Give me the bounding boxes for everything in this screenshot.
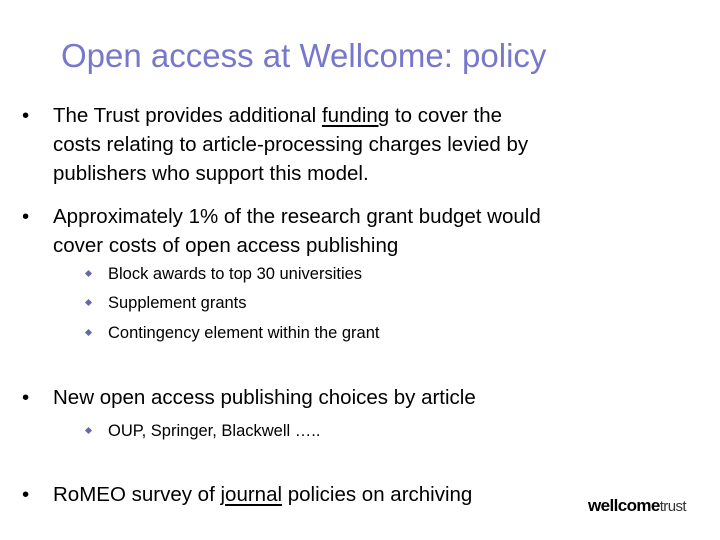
sub-bullet-text: Block awards to top 30 universities bbox=[108, 265, 363, 283]
bullet-line: RoMEO survey of journal policies on archiving bbox=[53, 483, 473, 506]
underlined-word-journal: journal bbox=[220, 483, 283, 506]
wellcome-trust-logo bbox=[588, 496, 686, 517]
diamond-bullet-icon bbox=[85, 427, 92, 434]
bullet-line: New open access publishing choices by article bbox=[53, 386, 476, 409]
bullet-dot: • bbox=[22, 104, 30, 127]
sub-bullet-text: Supplement grants bbox=[108, 294, 247, 312]
underlined-word-funding: funding bbox=[321, 104, 390, 127]
sub-bullet-text: Contingency element within the grant bbox=[108, 324, 380, 342]
bullet-line: cover costs of open access publishing bbox=[53, 234, 399, 257]
diamond-bullet-icon bbox=[85, 329, 92, 336]
logo-wordmark: wellcome bbox=[588, 496, 660, 515]
bullet-text bbox=[53, 383, 476, 412]
bullet-dot: • bbox=[22, 483, 30, 506]
diamond-bullet-icon bbox=[85, 270, 92, 277]
bullet-text bbox=[53, 202, 541, 260]
bullet-line: costs relating to article-processing charges levied by bbox=[53, 133, 529, 156]
sub-bullet-text: OUP, Springer, Blackwell ….. bbox=[108, 422, 321, 440]
bullet-text bbox=[53, 101, 528, 188]
slide-title: Open access at Wellcome: policy bbox=[61, 37, 547, 74]
bullet-line: Approximately 1% of the research grant budget would bbox=[53, 205, 541, 228]
diamond-bullet-icon bbox=[85, 299, 92, 306]
bullet-dot: • bbox=[22, 386, 30, 409]
bullet-line: publishers who support this model. bbox=[53, 162, 369, 185]
bullet-line: The Trust provides additional funding to cover the bbox=[53, 104, 503, 127]
logo-suffix: trust bbox=[659, 498, 686, 515]
bullet-text bbox=[53, 480, 472, 509]
bullet-dot: • bbox=[22, 205, 30, 228]
